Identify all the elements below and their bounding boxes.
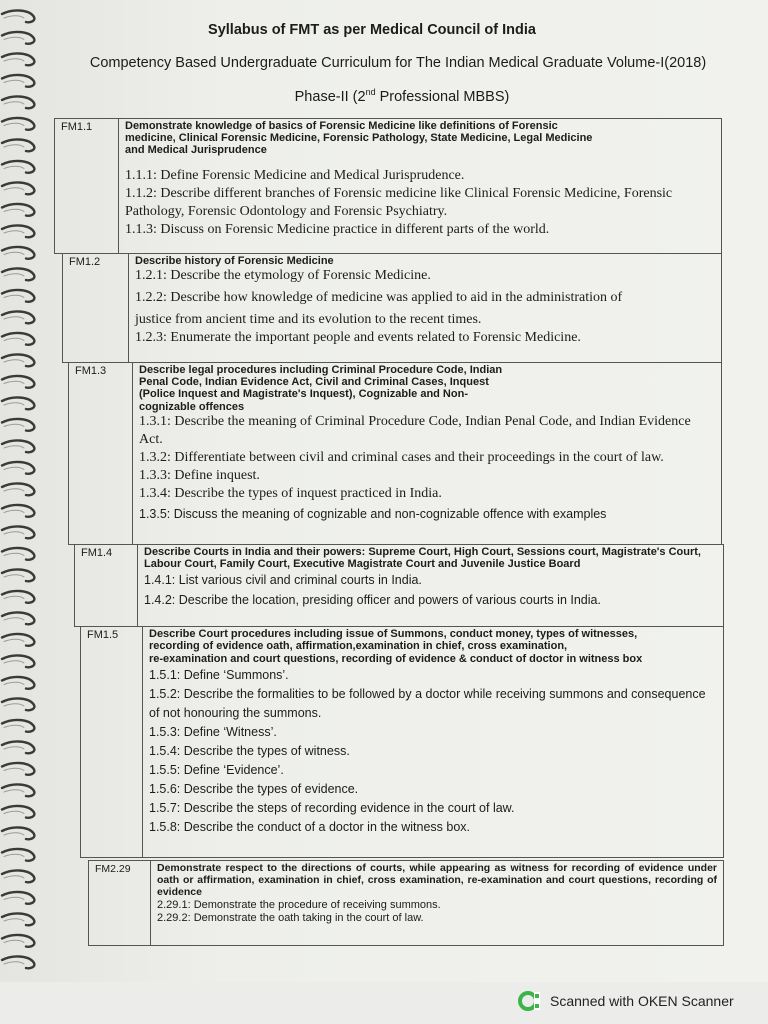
oken-scanner-logo-icon	[518, 990, 542, 1012]
page-title: Syllabus of FMT as per Medical Council of India	[208, 22, 536, 38]
spiral-coil-shadow	[4, 962, 24, 964]
list-item: justice from ancient time and its evolution to the recent times.	[135, 312, 482, 328]
list-item: 1.5.2: Describe the formalities to be followed by a doctor while receiving summons and consequence of not honouring the summons.	[149, 686, 706, 720]
scanner-label: Scanned with OKEN Scanner	[550, 993, 734, 1009]
table-row	[88, 860, 724, 946]
competency-heading: Demonstrate knowledge of basics of Forensic Medicine like definitions of Forensic medicine, Clinical Forensic Medicine, Forensic Pathology, State Medicine, Legal Medicine and Medical Jurisprudence	[125, 120, 593, 157]
competency-content	[151, 861, 723, 945]
list-item: 1.2.3: Enumerate the important people and events related to Forensic Medicine.	[135, 330, 581, 346]
spiral-coil-shadow	[4, 510, 24, 512]
competency-content	[119, 119, 721, 253]
spiral-binding	[0, 0, 46, 982]
list-item: 1.5.5: Define ‘Evidence’.	[149, 762, 284, 777]
spiral-coil-shadow	[4, 338, 24, 340]
spiral-coil-shadow	[4, 682, 24, 684]
list-item: 1.4.1: List various civil and criminal courts in India.	[144, 573, 422, 588]
list-item: 1.5.7: Describe the steps of recording evidence in the court of law.	[149, 800, 515, 815]
spiral-coil-shadow	[4, 16, 24, 18]
table-row	[62, 253, 722, 363]
spiral-coil-shadow	[4, 725, 24, 727]
spiral-coil-shadow	[4, 532, 24, 534]
spiral-coil-shadow	[4, 231, 24, 233]
list-item: 1.2.1: Describe the etymology of Forensic Medicine.	[135, 268, 431, 284]
table-row	[68, 362, 722, 545]
phase-label: Phase-II (2nd Professional MBBS)	[294, 87, 510, 105]
list-item: 1.1.1: Define Forensic Medicine and Medical Jurisprudence.	[125, 167, 465, 183]
competency-content	[138, 545, 723, 626]
competency-heading: Describe Court procedures including issue of Summons, conduct money, types of witnesses, recording of evidence oath, affirmation,examination in chief, cross examination,	[149, 628, 638, 653]
spiral-coil-shadow	[4, 381, 24, 383]
spiral-coil-shadow	[4, 919, 24, 921]
spiral-coil-shadow	[4, 274, 24, 276]
subcompetency-list	[144, 570, 717, 610]
competency-content	[129, 254, 721, 362]
spiral-coil-shadow	[4, 661, 24, 663]
table-row	[54, 118, 722, 254]
scanner-watermark	[518, 990, 734, 1012]
competency-heading: Describe history of Forensic Medicine	[135, 255, 334, 267]
table-row	[80, 626, 724, 858]
spiral-coil-shadow	[4, 403, 24, 405]
subcompetency-list	[149, 666, 717, 837]
table-row	[74, 544, 724, 627]
competency-heading-continued: re-examination and court questions, recording of evidence & conduct of doctor in witness box	[149, 653, 643, 666]
spiral-coil-shadow	[4, 123, 24, 125]
spiral-coil-shadow	[4, 618, 24, 620]
competency-content	[133, 363, 721, 544]
competency-content	[143, 627, 723, 857]
spiral-coil-shadow	[4, 489, 24, 491]
subcompetency-list	[157, 899, 717, 925]
competency-code: FM1.1	[55, 119, 119, 253]
subcompetency-list	[125, 167, 715, 239]
competency-code: FM1.2	[63, 254, 129, 362]
subcompetency-list	[135, 267, 715, 347]
spiral-coil-shadow	[4, 424, 24, 426]
list-item: 1.1.3: Discuss on Forensic Medicine practice in different parts of the world.	[125, 221, 550, 237]
list-item: 1.3.2: Differentiate between civil and criminal cases and their proceedings in the court of law.	[139, 449, 664, 465]
spiral-coil-shadow	[4, 360, 24, 362]
competency-code: FM2.29	[89, 861, 151, 945]
spiral-coil-shadow	[4, 768, 24, 770]
list-item: 1.1.2: Describe different branches of Forensic medicine like Clinical Forensic Medicine, Forensic Pathology, Forensic Odontology and Forensic Psychiatry.	[125, 185, 673, 219]
list-item: 1.5.4: Describe the types of witness.	[149, 743, 350, 758]
spiral-coil-shadow	[4, 209, 24, 211]
spiral-coil-shadow	[4, 876, 24, 878]
spiral-coil-shadow	[4, 639, 24, 641]
list-item: 1.5.8: Describe the conduct of a doctor in the witness box.	[149, 819, 471, 834]
list-item: 1.3.5: Discuss the meaning of cognizable and non-cognizable offence with examples	[139, 506, 607, 521]
page-subtitle: Competency Based Undergraduate Curriculum for The Indian Medical Graduate Volume-I(2018)	[89, 55, 707, 71]
list-item: 1.5.1: Define ‘Summons’.	[149, 667, 289, 682]
spiral-coil-shadow	[4, 811, 24, 813]
competency-heading: Describe legal procedures including Criminal Procedure Code, Indian Penal Code, Indian Evidence Act, Civil and Criminal Cases, Inquest (Police Inquest and Magistrate's Inquest), Cognizable and Non-cognizable offences	[139, 364, 503, 413]
competency-code: FM1.3	[69, 363, 133, 544]
spiral-coil-shadow	[4, 596, 24, 598]
list-item: 1.4.2: Describe the location, presiding officer and powers of various courts in India.	[144, 593, 601, 608]
spiral-coil-shadow	[4, 166, 24, 168]
list-item: 2.29.2: Demonstrate the oath taking in the court of law.	[157, 911, 424, 924]
spiral-coil-shadow	[4, 940, 24, 942]
list-item: 2.29.1: Demonstrate the procedure of receiving summons.	[157, 898, 441, 911]
list-item: 1.3.4: Describe the types of inquest practiced in India.	[139, 485, 442, 501]
spiral-coil-shadow	[4, 790, 24, 792]
list-item: 1.3.3: Define inquest.	[139, 467, 260, 483]
competency-heading: Demonstrate respect to the directions of courts, while appearing as witness for recording of evidence under oath or affirmation, examination in chief, cross examination, re-examination and court questions, recording of evidence	[157, 862, 717, 899]
spiral-coil-shadow	[4, 317, 24, 319]
list-item: 1.2.2: Describe how knowledge of medicine was applied to aid in the administration of	[135, 290, 623, 306]
competency-code: FM1.5	[81, 627, 143, 857]
competency-heading: Describe Courts in India and their powers: Supreme Court, High Court, Sessions court, Magistrate's Court, Labour Court, Family Court, Executive Magistrate Court and Juvenile Justice Board	[144, 546, 701, 571]
spiral-coil-shadow	[4, 553, 24, 555]
spiral-coil-shadow	[4, 446, 24, 448]
list-item: 1.3.1: Describe the meaning of Criminal Procedure Code, Indian Penal Code, and Indian Evidence Act.	[139, 413, 691, 447]
spiral-coil-shadow	[4, 747, 24, 749]
spiral-coil-shadow	[4, 188, 24, 190]
spiral-coil-shadow	[4, 145, 24, 147]
list-item: 1.5.6: Describe the types of evidence.	[149, 781, 359, 796]
spiral-coil-shadow	[4, 80, 24, 82]
spiral-coil-shadow	[4, 575, 24, 577]
spiral-coil-shadow	[4, 833, 24, 835]
spiral-coil-shadow	[4, 295, 24, 297]
competency-code: FM1.4	[75, 545, 138, 626]
spiral-coil-shadow	[4, 854, 24, 856]
spiral-coil-shadow	[4, 704, 24, 706]
list-item: 1.5.3: Define ‘Witness’.	[149, 724, 277, 739]
subcompetency-list	[139, 413, 715, 503]
spiral-coil-shadow	[4, 897, 24, 899]
spiral-coil-shadow	[4, 252, 24, 254]
spiral-coil-shadow	[4, 467, 24, 469]
